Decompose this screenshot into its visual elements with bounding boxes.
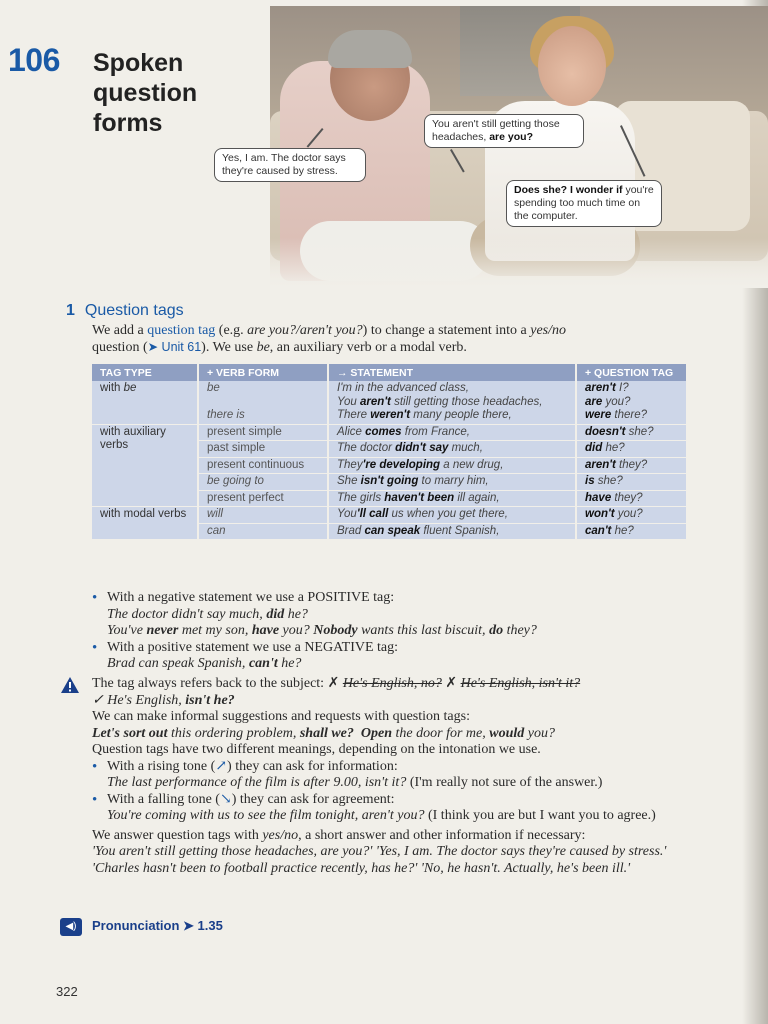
- tag-notes: [92, 590, 692, 673]
- note-text: ) they can ask for information:: [227, 758, 398, 774]
- bubble-woman-2-text: you're spending too much time on the computer.: [514, 184, 654, 222]
- example-text: you?: [279, 623, 314, 638]
- note-text: , a short answer and other information if necessary:: [298, 827, 586, 843]
- tag-type-cell: with modal verbs: [92, 507, 198, 540]
- example-text: 'You aren't still getting those headaches, are you?' 'Yes, I am. The doctor says they're caused by stress.': [92, 844, 667, 859]
- example-comment: (I'm really not sure of the answer.): [406, 775, 603, 790]
- list-item: [92, 792, 692, 809]
- verb-form-cell: can: [198, 523, 328, 540]
- note-text: We can make informal suggestions and requests with question tags:: [92, 709, 470, 724]
- unit-61-link[interactable]: ➤ Unit 61: [147, 340, 202, 354]
- warning-note: [92, 676, 692, 693]
- speech-bubble-man: [214, 148, 366, 182]
- verb-form-cell: be there is: [198, 381, 328, 424]
- section-number: 1: [66, 302, 75, 319]
- verb-form-cell: present perfect: [198, 490, 328, 507]
- table-row: [92, 424, 687, 441]
- example-comment: (I think you are but I want you to agree.): [424, 808, 656, 823]
- correct-example: [92, 693, 692, 710]
- example-line: [92, 607, 692, 624]
- header-question-tag: + QUESTION TAG: [576, 364, 687, 381]
- header-statement: → STATEMENT: [328, 364, 576, 381]
- bubble-woman-1-tag: are you?: [489, 131, 533, 143]
- example-bold: did: [266, 606, 285, 622]
- example-bold: can't: [248, 656, 278, 671]
- example-text: this ordering problem,: [167, 725, 300, 741]
- note-text: The tag always refers back to the subject:: [92, 676, 328, 691]
- example-bold: would: [489, 725, 525, 741]
- cross-icon: ✗: [327, 676, 343, 691]
- intro-yesno: yes/no: [530, 323, 566, 338]
- speech-bubble-woman-2: [506, 180, 662, 227]
- warning-icon: [60, 676, 80, 694]
- statement-cell: She isn't going to marry him,: [328, 474, 576, 491]
- list-item: [92, 640, 692, 657]
- example-text: the door for me,: [392, 725, 490, 741]
- statement-cell: The girls haven't been ill again,: [328, 490, 576, 507]
- list-item: [92, 590, 692, 607]
- verb-form-cell: present simple: [198, 424, 328, 441]
- intro-text: ) to change a statement into a: [362, 323, 531, 338]
- intro-text: (e.g.: [215, 323, 248, 338]
- example-bold: Let's sort out: [92, 725, 168, 741]
- photo-fade: [270, 238, 768, 288]
- example-text: He's English,: [107, 692, 186, 708]
- example-bold: shall we?: [299, 725, 354, 741]
- bubble-man-text: Yes, I am. The doctor says they're caused by stress.: [222, 152, 346, 177]
- question-tag-cell: doesn't she?: [576, 424, 687, 441]
- statement-cell: Brad can speak fluent Spanish,: [328, 523, 576, 540]
- question-tag-cell: won't you?: [576, 507, 687, 524]
- unit-title: Spoken question forms: [93, 49, 198, 137]
- pronunciation-link[interactable]: Pronunciation ➤ 1.35: [92, 918, 223, 933]
- wrong-example: He's English, isn't it?: [460, 676, 581, 691]
- question-tag-cell: did he?: [576, 441, 687, 458]
- question-tag-table: [92, 364, 688, 540]
- header-verb-form: + VERB FORM: [198, 364, 328, 381]
- question-tag-cell: can't he?: [576, 523, 687, 540]
- page-number: 322: [56, 984, 78, 999]
- example-text: You're coming with us to see the film tonight, aren't you?: [107, 808, 425, 823]
- section-title: Question tags: [84, 302, 184, 319]
- example-line: [92, 861, 692, 878]
- table-row: [92, 381, 687, 424]
- verb-form-cell: past simple: [198, 441, 328, 458]
- verb-form-cell: present continuous: [198, 457, 328, 474]
- intro-text: , an auxiliary verb or a modal verb.: [269, 340, 467, 355]
- note-text: Question tags have two different meanings, depending on the intonation we use.: [92, 742, 541, 757]
- table-header-row: [92, 364, 687, 381]
- statement-cell: They're developing a new drug,: [328, 457, 576, 474]
- example-text: Brad can speak Spanish,: [107, 656, 249, 671]
- intro-be: be: [256, 340, 270, 355]
- example-line: [92, 775, 692, 792]
- statement-cell: The doctor didn't say much,: [328, 441, 576, 458]
- note-text: ) they can ask for agreement:: [231, 791, 395, 807]
- verb-form-cell: be going to: [198, 474, 328, 491]
- example-text: you?: [524, 725, 555, 741]
- question-tag-cell: have they?: [576, 490, 687, 507]
- statement-cell: I'm in the advanced class, You aren't still getting those headaches, There weren't many people there,: [328, 381, 576, 424]
- speech-bubble-woman-1: [424, 114, 584, 148]
- header-tag-type: TAG TYPE: [92, 364, 198, 381]
- intro-example: are you?/aren't you?: [247, 323, 363, 338]
- example-bold: Nobody: [313, 623, 358, 638]
- example-bold: never: [146, 623, 179, 638]
- section-heading: [66, 302, 184, 320]
- question-tag-term: question tag: [147, 323, 216, 338]
- table-row: [92, 507, 687, 524]
- meanings-note: [92, 742, 692, 759]
- example-text: met my son,: [178, 623, 252, 638]
- note-text: With a positive statement we use a NEGATIVE tag:: [107, 639, 399, 655]
- note-text: With a negative statement we use a POSITIVE tag:: [107, 590, 395, 605]
- example-text: they?: [503, 623, 537, 638]
- section-intro: [92, 322, 692, 356]
- list-item: [92, 759, 692, 776]
- informal-note: [92, 709, 692, 726]
- note-text: With a falling tone (: [107, 791, 220, 807]
- example-text: he?: [284, 606, 308, 622]
- falling-arrow-icon: ↘: [219, 791, 232, 807]
- example-line: [92, 623, 692, 640]
- tag-type-cell: with auxiliary verbs: [92, 424, 198, 507]
- intro-text: We add a: [92, 323, 148, 338]
- question-tag-cell: aren't they?: [576, 457, 687, 474]
- wrong-example: He's English, no?: [342, 676, 442, 691]
- tick-icon: ✓: [92, 692, 108, 708]
- rising-arrow-icon: ↗: [215, 758, 228, 774]
- cross-icon: ✗: [441, 676, 461, 691]
- example-line: [92, 726, 692, 743]
- statement-cell: Alice comes from France,: [328, 424, 576, 441]
- example-line: [92, 808, 692, 825]
- photo-man-hair: [328, 30, 412, 68]
- more-notes: [92, 676, 692, 877]
- example-bold: have: [251, 623, 280, 638]
- speaker-icon[interactable]: ◀): [60, 918, 82, 936]
- example-text: The last performance of the film is after 9.00, isn't it?: [107, 775, 407, 790]
- example-bold: isn't he?: [185, 692, 235, 708]
- statement-cell: You'll call us when you get there,: [328, 507, 576, 524]
- question-tag-cell: aren't I? are you? were there?: [576, 381, 687, 424]
- bubble-woman-2-bold: Does she? I wonder if: [514, 184, 623, 196]
- example-line: [92, 656, 692, 673]
- note-text: With a rising tone (: [107, 758, 216, 774]
- example-text: The doctor didn't say much,: [107, 606, 267, 622]
- question-tag-cell: is she?: [576, 474, 687, 491]
- example-text: You've: [107, 623, 147, 638]
- example-text: 'Charles hasn't been to football practice recently, has he?' 'No, he hasn't. Actually, he's been ill.': [92, 860, 631, 876]
- unit-number: 106: [8, 42, 60, 78]
- example-bold: do: [489, 623, 504, 638]
- example-text: he?: [277, 656, 302, 671]
- intro-text: ). We use: [201, 340, 257, 355]
- photo-woman-head: [538, 26, 606, 106]
- intro-text: question (: [92, 340, 148, 355]
- tag-type-cell: with be: [92, 381, 198, 424]
- verb-form-cell: will: [198, 507, 328, 524]
- example-line: [92, 844, 692, 861]
- answer-note: [92, 828, 692, 845]
- bubble-woman-1-text: You aren't still getting those headaches,: [432, 118, 560, 143]
- note-yesno: yes/no: [262, 827, 299, 843]
- note-text: We answer question tags with: [92, 827, 263, 843]
- example-text: wants this last biscuit,: [357, 623, 490, 638]
- example-bold: Open: [360, 725, 393, 741]
